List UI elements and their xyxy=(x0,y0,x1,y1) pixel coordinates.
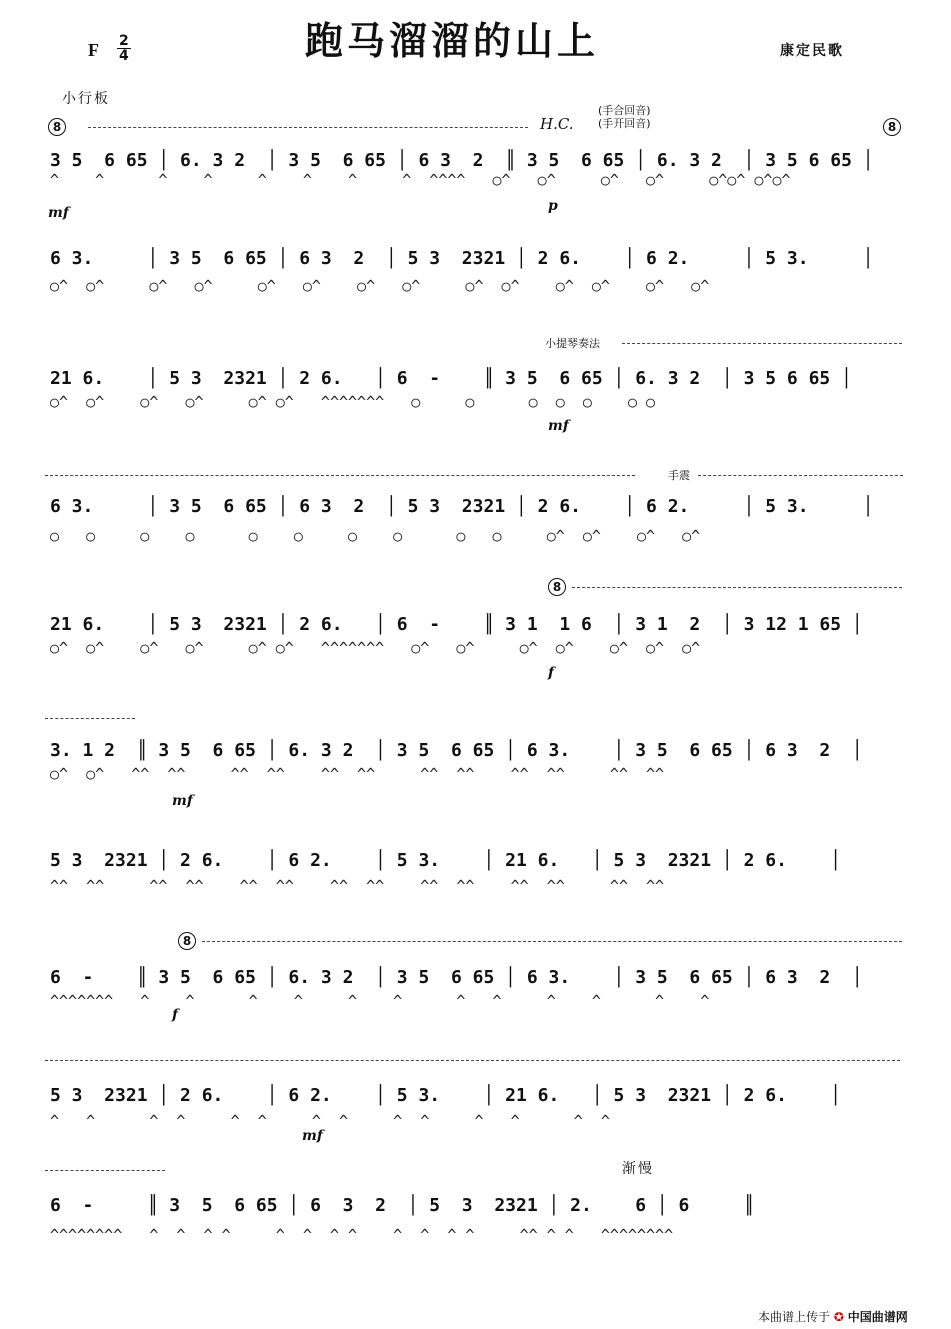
score-row xyxy=(50,1085,841,1130)
hc-note-open: (手开回音) xyxy=(598,117,651,130)
time-top: 2 xyxy=(119,33,129,49)
dynamic-mf: mf xyxy=(48,205,69,221)
footer-uploaded: 本曲谱上传于 xyxy=(758,1310,831,1324)
octave-dash-line xyxy=(88,127,528,128)
page-title: 跑马溜溜的山上 xyxy=(305,18,600,63)
tempo-marking: 小行板 xyxy=(62,91,110,107)
dynamic-mf: mf xyxy=(172,793,193,809)
footer-site: 中国曲谱网 xyxy=(847,1310,908,1324)
technique-marks: ○ ○ ○ ○ ○ ○ ○ ○ ○ ○ ○^ ○^ ○^ ○^ xyxy=(50,527,701,545)
notation-line: 5 3 2321 │ 2 6. │ 6 2. │ 5 3. │ 21 6. │ 5 3 2321 │ 2 6. │ xyxy=(50,1085,842,1106)
notation-line: 6 3. │ 3 5 6 65 │ 6 3 2 │ 5 3 2321 │ 2 6. │ 6 2. │ 5 3. │ xyxy=(50,496,874,517)
octave-dash-line xyxy=(202,941,902,942)
octave-dash-line xyxy=(572,587,902,588)
dynamic-mf: mf xyxy=(302,1128,323,1144)
dynamic-mf: mf xyxy=(548,418,569,434)
octave-mark: 8 xyxy=(48,118,66,136)
dash-line xyxy=(45,1170,165,1171)
hc-notes xyxy=(598,104,651,130)
footer-logo-icon: ✪ xyxy=(833,1310,844,1324)
dash-line xyxy=(45,1060,900,1061)
notation-line: 3. 1 2 ║ 3 5 6 65 │ 6. 3 2 │ 3 5 6 65 │ 6 3. │ 3 5 6 65 │ 6 3 2 │ xyxy=(50,740,863,761)
violin-technique-label: 小提琴奏法 xyxy=(545,337,600,350)
technique-marks: ^ ^ ^ ^ ^ ^ ^ ^ ^ ^ ^ ^ ^ ^ xyxy=(50,1112,610,1130)
time-bottom: 4 xyxy=(119,48,129,64)
notation-line: 21 6. │ 5 3 2321 │ 2 6. │ 6 - ║ 3 5 6 65 │ 6. 3 2 │ 3 5 6 65 │ xyxy=(50,368,852,389)
notation-line: 6 3. │ 3 5 6 65 │ 6 3 2 │ 5 3 2321 │ 2 6. │ 6 2. │ 5 3. │ xyxy=(50,248,874,269)
notation-line: 21 6. │ 5 3 2321 │ 2 6. │ 6 - ║ 3 1 1 6 │ 3 1 2 │ 3 12 1 65 │ xyxy=(50,614,863,635)
composer: 康定民歌 xyxy=(780,43,844,59)
shake-dash-line xyxy=(698,475,903,476)
technique-marks: ^^ ^^ ^^ ^^ ^^ ^^ ^^ ^^ ^^ ^^ ^^ ^^ ^^ ^^ xyxy=(50,877,665,895)
notation-line: 6 - ║ 3 5 6 65 │ 6 3 2 │ 5 3 2321 │ 2. 6 │ 6 ║ xyxy=(50,1195,755,1216)
score-row xyxy=(50,967,863,1010)
notation-line: 5 3 2321 │ 2 6. │ 6 2. │ 5 3. │ 21 6. │ 5 3 2321 │ 2 6. │ xyxy=(50,850,842,871)
octave-mark: 8 xyxy=(548,578,566,596)
time-signature xyxy=(117,34,131,63)
dynamic-f: f xyxy=(172,1007,179,1023)
hc-note-closed: (手合回音) xyxy=(598,104,651,117)
octave-mark-end: 8 xyxy=(883,118,901,136)
dynamic-p: p xyxy=(548,198,558,214)
score-row xyxy=(50,150,874,189)
violin-dash-line xyxy=(622,343,902,344)
score-row xyxy=(50,368,852,411)
score-row xyxy=(50,850,841,895)
shake-label: 手震 xyxy=(668,469,690,482)
dash-line xyxy=(45,718,135,719)
dash-line xyxy=(45,475,635,476)
score-row xyxy=(50,740,863,783)
notation-line: 3 5 6 65 │ 6. 3 2 │ 3 5 6 65 │ 6 3 2 ║ 3 5 6 65 │ 6. 3 2 │ 3 5 6 65 │ xyxy=(50,150,874,171)
technique-marks: ^^^^^^^ ^ ^ ^ ^ ^ ^ ^ ^ ^ ^ ^ ^ xyxy=(50,992,710,1010)
notation-line: 6 - ║ 3 5 6 65 │ 6. 3 2 │ 3 5 6 65 │ 6 3. │ 3 5 6 65 │ 6 3 2 │ xyxy=(50,967,863,988)
score-row xyxy=(50,496,874,545)
technique-marks: ○^ ○^ ○^ ○^ ○^ ○^ ○^ ○^ ○^ ○^ ○^ ○^ ○^ ○^ xyxy=(50,277,710,295)
score-row xyxy=(50,1195,754,1244)
score-row xyxy=(50,614,863,657)
technique-marks: ○^ ○^ ○^ ○^ ○^ ○^ ^^^^^^^ ○^ ○^ ○^ ○^ ○^ ○^ ○^ xyxy=(50,639,701,657)
hc-mark: H.C. xyxy=(540,115,574,133)
technique-marks: ^ ^ ^ ^ ^ ^ ^ ^ ^^^^ ○^ ○^ ○^ ○^ ○^○^ ○^○^ xyxy=(50,171,791,189)
technique-marks: ○^ ○^ ○^ ○^ ○^ ○^ ^^^^^^^ ○ ○ ○ ○ ○ ○ ○ xyxy=(50,393,656,411)
key-signature: F xyxy=(88,40,99,60)
footer xyxy=(758,1308,908,1325)
technique-marks: ○^ ○^ ^^ ^^ ^^ ^^ ^^ ^^ ^^ ^^ ^^ ^^ ^^ ^^ xyxy=(50,765,665,783)
dynamic-f: f xyxy=(548,665,555,681)
score-row xyxy=(50,248,874,295)
technique-marks: ^^^^^^^^ ^ ^ ^ ^ ^ ^ ^ ^ ^ ^ ^ ^ ^^ ^ ^ ^^^^^^^^ xyxy=(50,1226,674,1244)
octave-mark: 8 xyxy=(178,932,196,950)
ritardando-label: 渐慢 xyxy=(622,1161,654,1177)
